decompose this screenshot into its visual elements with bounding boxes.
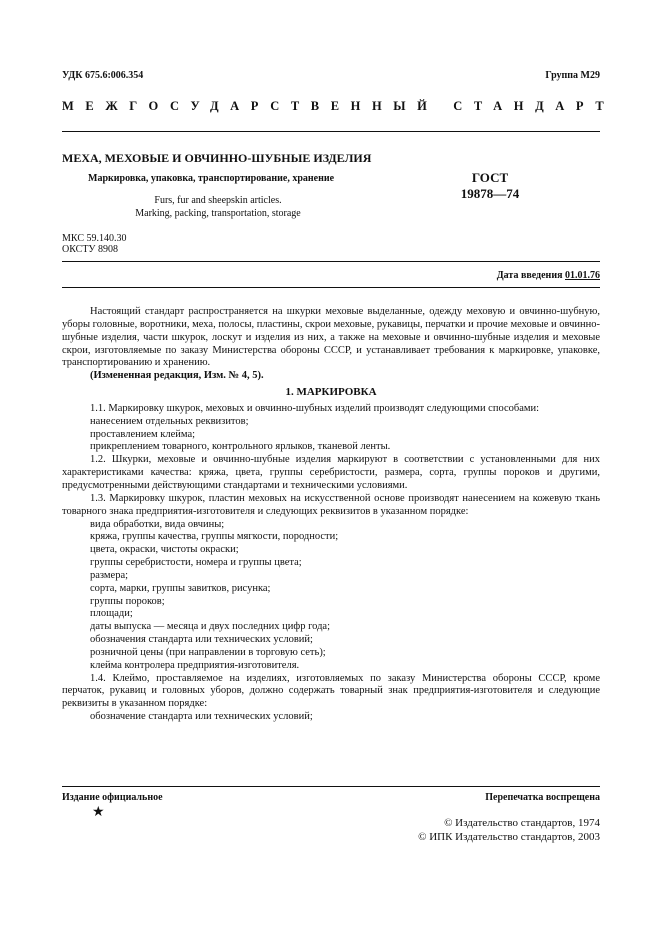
- requisite-item: розничной цены (при направлении в торговую сеть);: [90, 646, 326, 658]
- star-icon: ★: [92, 805, 105, 820]
- paragraph-1-1: 1.1. Маркировку шкурок, меховых и овчинно-шубных изделий производят следующими способами:: [90, 402, 540, 414]
- okstu-code: ОКСТУ 8908: [62, 244, 119, 255]
- intro-date: [497, 270, 600, 281]
- requisite-item: группы серебристости, номера и группы цвета;: [90, 557, 302, 569]
- gost-label: ГОСТ: [471, 170, 509, 185]
- requisite-item: цвета, окраски, чистоты окраски;: [90, 544, 239, 556]
- requisite-item: площади;: [90, 608, 133, 620]
- method-item: прикреплением товарного, контрольного ярлыков, тканевой ленты.: [90, 441, 391, 453]
- copyright-1974: © Издательство стандартов, 1974: [444, 817, 600, 829]
- date-divider: [62, 287, 600, 288]
- paragraph-1-4-item: обозначение стандарта или технических условий;: [90, 711, 313, 723]
- copyright-2003: © ИПК Издательство стандартов, 2003: [418, 831, 600, 843]
- paragraph-1-4: 1.4. Клеймо, проставляемое на изделиях, изготовляемых по заказу Министерства обороны СССР, кроме перчаток, рукавиц и головных уборов, должно содержать товарный знак предприятия-изготовителя и следующие реквизиты в указанном порядке:: [62, 672, 600, 710]
- intro-paragraph: Настоящий стандарт распространяется на шкурки меховые выделанные, одежду меховую и овчинно-шубную, уборы головные, воротники, меха, полосы, пластины, скрои меховые, рукавицы, перчатки и прочие меховые и овчинно-шубные изделия, части шкурок, лоскут и изделия из них, а также на меховые и овчинно-шубные изделия и меховые скрои, изготовляемые по заказу Министерства обороны СССР, и устанавливает требования к маркировке, упаковке, транспортированию и хранению.: [62, 306, 600, 369]
- classification-codes: [62, 233, 126, 255]
- english-title-line-1: Furs, fur and sheepskin articles.: [154, 195, 282, 206]
- section-1-title: 1. МАРКИРОВКА: [285, 386, 377, 399]
- gost-number: 19878—74: [460, 186, 520, 201]
- standard-type-heading: МЕЖГОСУДАРСТВЕННЫЙ СТАНДАРТ: [62, 99, 616, 113]
- official-edition: Издание официальное: [62, 792, 163, 803]
- method-item: проставлением клейма;: [90, 428, 196, 440]
- requisite-item: кряжа, группы качества, группы мягкости, породности;: [90, 531, 339, 543]
- paragraph-1-3: 1.3. Маркировку шкурок, пластин меховых на искусственной основе производят нанесением на кожевую ткань товарного знака предприятия-изготовителя и следующих реквизитов в указанном порядке:: [62, 492, 600, 517]
- document-subtitle: Маркировка, упаковка, транспортирование, хранение: [88, 173, 335, 184]
- intro-date-label: Дата введения: [496, 270, 563, 281]
- body-text: [62, 306, 600, 724]
- requisite-item: обозначения стандарта или технических условий;: [90, 634, 313, 646]
- footer-divider: [62, 786, 600, 787]
- gost-block: [450, 170, 530, 202]
- group-code: Группа М29: [545, 70, 600, 81]
- paragraph-1-2: 1.2. Шкурки, меховые и овчинно-шубные изделия маркируют в соответствии с установленными для них характеристиками качества: кряжа, цвета, группы серебристости, размера, сорта, группы пороков и другими, предусмотренными действующими стандартами и техническими условиями.: [62, 454, 600, 491]
- copyright-block: [418, 816, 600, 844]
- english-title-line-2: Marking, packing, transportation, storage: [135, 208, 301, 219]
- requisite-item: размера;: [90, 569, 129, 581]
- document-title: МЕХА, МЕХОВЫЕ И ОВЧИННО-ШУБНЫЕ ИЗДЕЛИЯ: [62, 151, 372, 165]
- udk-code: УДК 675.6:006.354: [62, 70, 144, 81]
- intro-date-value: 01.01.76: [565, 270, 600, 281]
- method-item: нанесением отдельных реквизитов;: [90, 415, 249, 427]
- requisite-item: группы пороков;: [90, 595, 165, 607]
- mks-code: МКС 59.140.30: [62, 233, 127, 244]
- english-title: [108, 194, 328, 220]
- requisite-item: вида обработки, вида овчины;: [90, 518, 225, 530]
- reprint-prohibited: Перепечатка воспрещена: [485, 792, 600, 803]
- requisite-item: клейма контролера предприятия-изготовителя.: [90, 659, 300, 671]
- requisite-item: сорта, марки, группы завитков, рисунка;: [90, 582, 271, 594]
- header-divider: [62, 131, 600, 132]
- requisite-item: даты выпуска — месяца и двух последних цифр года;: [90, 621, 331, 633]
- title-divider: [62, 261, 600, 262]
- revision-note: (Измененная редакция, Изм. № 4, 5).: [90, 370, 264, 382]
